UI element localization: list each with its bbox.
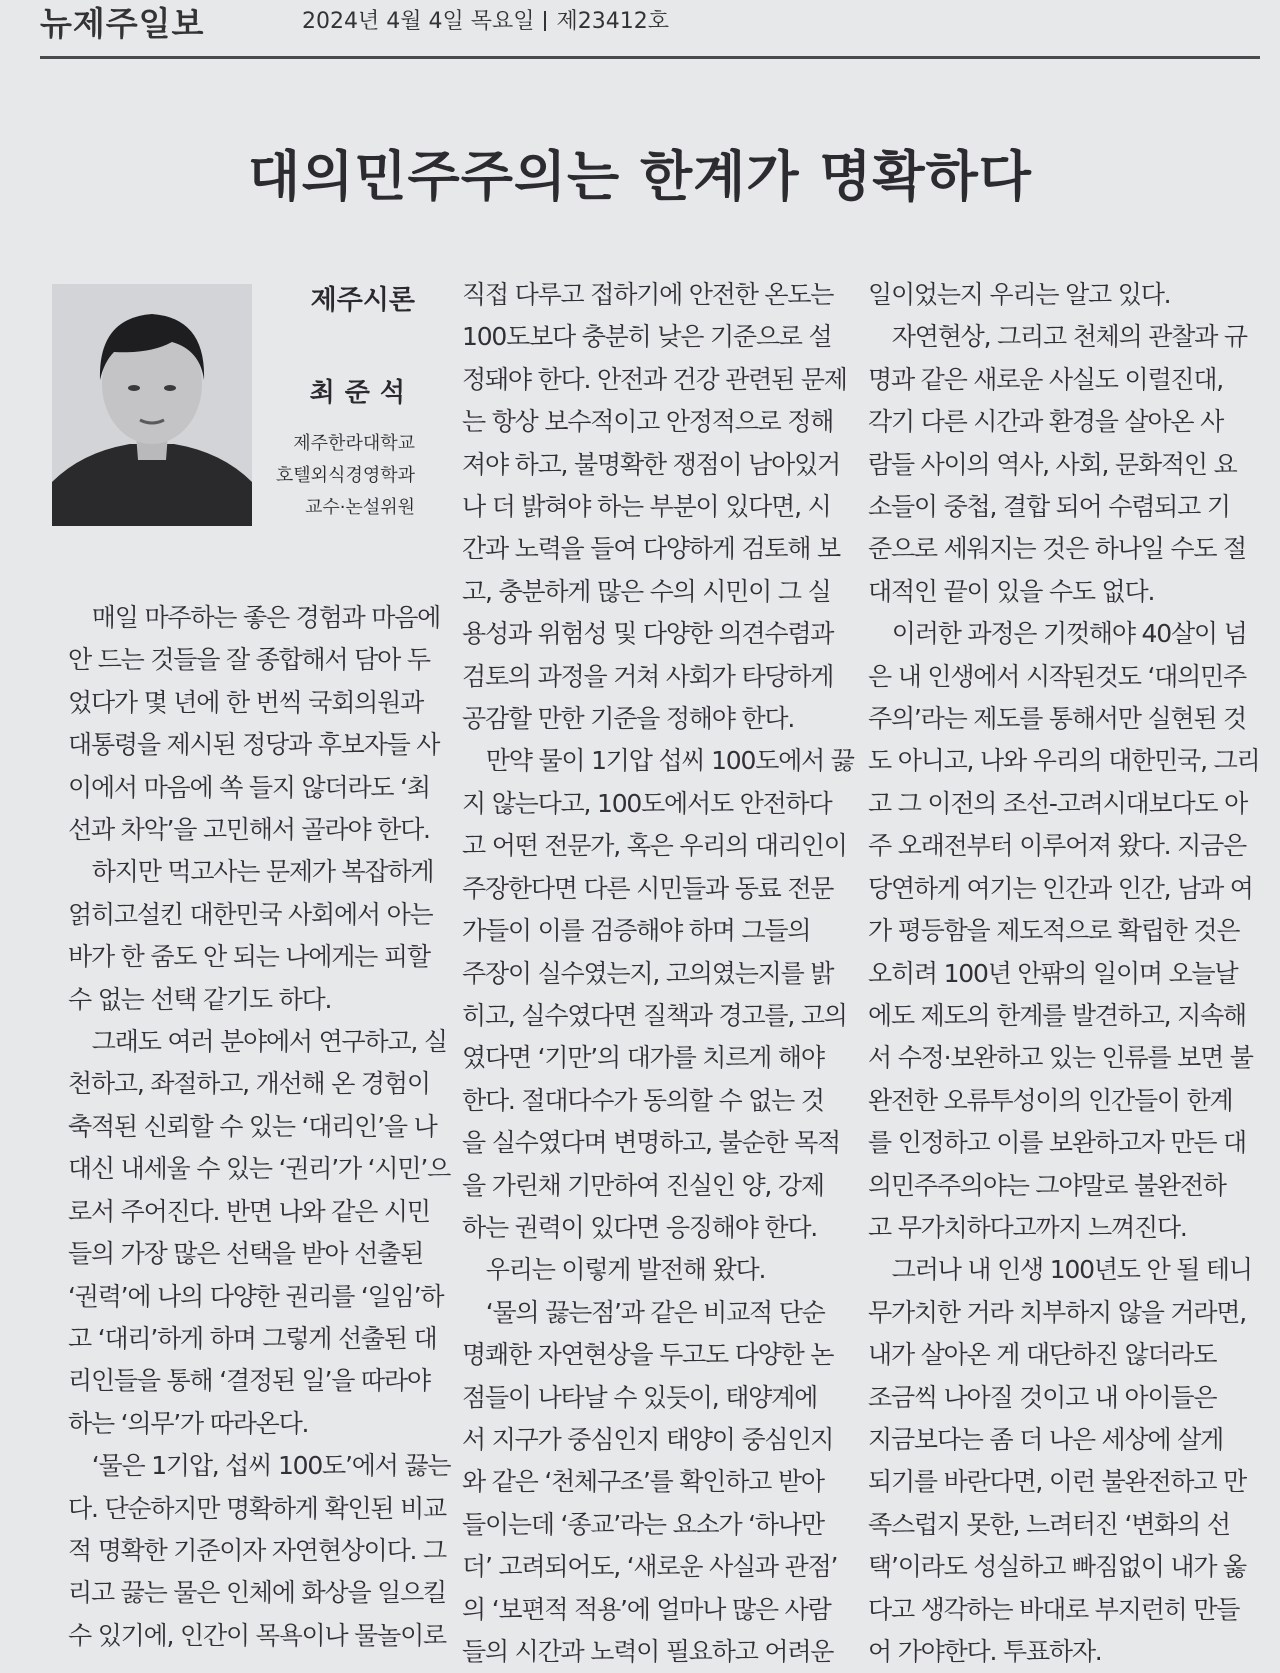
byline — [40, 278, 435, 538]
article-text-line: 은 내 인생에서 시작된것도 ‘대의민주 — [868, 661, 1246, 691]
article-text-line: 공감할 만한 기준을 정해야 한다. — [462, 704, 795, 734]
article-text-line: 지금보다는 좀 더 나은 세상에 살게 — [868, 1424, 1224, 1454]
masthead-rule — [40, 56, 1260, 59]
article-column-2 — [462, 274, 854, 1673]
article-text-line: 족스럽지 못한, 느려터진 ‘변화의 선 — [868, 1509, 1230, 1539]
article-text-line: 조금씩 나아질 것이고 내 아이들은 — [868, 1382, 1217, 1412]
article-text-line: 을 가린채 기만하여 진실인 양, 강제 — [462, 1170, 824, 1200]
article-text-line: 와 같은 ‘천체구조’를 확인하고 받아 — [462, 1467, 824, 1497]
article-text-line: 하지만 먹고사는 문제가 복잡하게 — [68, 857, 434, 887]
article-text-line: 100도보다 충분히 낮은 기준으로 설 — [462, 322, 832, 352]
article-text-line: 당연하게 여기는 인간과 인간, 남과 여 — [868, 873, 1253, 903]
article-text-line: 고 어떤 전문가, 혹은 우리의 대리인이 — [462, 831, 847, 861]
article-text-line: 천하고, 좌절하고, 개선해 온 경험이 — [68, 1069, 430, 1099]
article-text-line: 하는 권력이 있다면 응징해야 한다. — [462, 1212, 818, 1242]
article-text-line: 준으로 세워지는 것은 하나일 수도 절 — [868, 534, 1246, 564]
author-portrait-icon — [52, 284, 252, 526]
article-column-3 — [868, 274, 1260, 1673]
article-text-line: 주장한다면 다른 시민들과 동료 전문 — [462, 873, 834, 903]
article-text-line: 선과 차악’을 고민해서 골라야 한다. — [68, 815, 430, 845]
article-text-line: 한다. 절대다수가 동의할 수 없는 것 — [462, 1085, 824, 1115]
article-text-line: 서 지구가 중심인지 태양이 중심인지 — [462, 1424, 834, 1454]
article-text-line: 었다가 몇 년에 한 번씩 국회의원과 — [68, 687, 424, 717]
article-text-line: 들의 가장 많은 선택을 받아 선출된 — [68, 1239, 424, 1269]
article-text-line: 하는 ‘의무’가 따라온다. — [68, 1408, 309, 1438]
article-headline: 대의민주주의는 한계가 명확하다 — [248, 144, 1032, 208]
article-text-line: 주의’라는 제도를 통해서만 실현된 것 — [868, 704, 1246, 734]
issue-number: 제23412호 — [556, 9, 669, 34]
article-text-line: 무가치한 거라 치부하지 않을 거라면, — [868, 1297, 1246, 1327]
issue-date-line — [302, 4, 669, 35]
column-section-label: 제주시론 — [310, 285, 415, 316]
article-text-line: 다고 생각하는 바대로 부지런히 만들 — [868, 1594, 1240, 1624]
article-text-line: 대신 내세울 수 있는 ‘권리’가 ‘시민’으 — [68, 1154, 451, 1184]
issue-date: 2024년 4월 4일 목요일 — [302, 9, 535, 34]
article-text-line: 가들이 이를 검증해야 하며 그들의 — [462, 916, 811, 946]
affiliation-line: 호텔외식경영학과 — [275, 465, 415, 486]
article-text-line: 완전한 오류투성이의 인간들이 한계 — [868, 1085, 1233, 1115]
article-text-line: 수 있기에, 인간이 목욕이나 물놀이로 — [68, 1620, 446, 1650]
article-text-line: 어 가야한다. 투표하자. — [868, 1637, 1102, 1666]
article-text-line: 용성과 위험성 및 다양한 의견수렴과 — [462, 619, 834, 649]
article-text-line: 이러한 과정은 기껏해야 40살이 넘 — [868, 619, 1247, 649]
article-text-line: 고 무가치하다고까지 느껴진다. — [868, 1212, 1187, 1242]
article-text-line: 간과 노력을 들여 다양하게 검토해 보 — [462, 534, 840, 564]
article-text-line: 소들이 중첩, 결합 되어 수렴되고 기 — [868, 492, 1230, 522]
author-photo — [52, 284, 252, 526]
article-text-line: ‘물은 1기압, 섭씨 100도’에서 끓는 — [68, 1451, 451, 1481]
article-text-line: 바가 한 줌도 안 되는 나에게는 피할 — [68, 942, 430, 972]
article-text-line: 정돼야 한다. 안전과 건강 관련된 문제 — [462, 364, 847, 394]
masthead — [40, 0, 1260, 44]
article-column-1 — [68, 597, 451, 1657]
article-text-line: 주 오래전부터 이루어져 왔다. 지금은 — [868, 831, 1246, 861]
author-name: 최준석 — [309, 378, 415, 408]
article-text-line: 의 ‘보편적 적용’에 얼마나 많은 사람 — [462, 1594, 831, 1624]
article-text-line: 에도 제도의 한계를 발견하고, 지속해 — [868, 1000, 1246, 1030]
article-text-line: 만약 물이 1기압 섭씨 100도에서 끓 — [462, 746, 854, 776]
article-text-line: ‘물의 끓는점’과 같은 비교적 단순 — [462, 1297, 825, 1327]
article-text-line: 되기를 바란다면, 이런 불완전하고 만 — [868, 1467, 1246, 1497]
article-text-line: 히고, 실수였다면 질책과 경고를, 고의 — [462, 1000, 847, 1030]
article-text-line: 이에서 마음에 쏙 들지 않더라도 ‘최 — [68, 772, 430, 802]
newspaper-logo: 뉴제주일보 — [40, 4, 205, 43]
article-text-line: 의민주주의야는 그야말로 불완전하 — [868, 1170, 1226, 1200]
article-text-line: 검토의 과정을 거쳐 사회가 타당하게 — [462, 661, 834, 691]
article-text-line: 서 수정·보완하고 있는 인류를 보면 불 — [868, 1043, 1253, 1073]
article-text-line: 다. 단순하지만 명확하게 확인된 비교 — [68, 1493, 446, 1523]
article-text-line: 점들이 나타날 수 있듯이, 태양계에 — [462, 1382, 818, 1412]
article-text-line: 매일 마주하는 좋은 경험과 마음에 — [68, 603, 441, 632]
article-text-line: 지 않는다고, 100도에서도 안전하다 — [462, 788, 832, 818]
article-text-line: 더’ 고려되어도, ‘새로운 사실과 관점’ — [462, 1552, 838, 1582]
article-text-line: 직접 다루고 접하기에 안전한 온도는 — [462, 280, 834, 309]
article-text-line: 였다면 ‘기만’의 대가를 치르게 해야 — [462, 1043, 824, 1073]
article-text-line: 을 실수였다며 변명하고, 불순한 목적 — [462, 1128, 840, 1158]
article-text-line: 일이었는지 우리는 알고 있다. — [868, 280, 1171, 309]
article-text-line: 가 평등함을 제도적으로 확립한 것은 — [868, 916, 1240, 946]
affiliation-line: 교수·논설위원 — [304, 497, 415, 518]
article-text-line: 대통령을 제시된 정당과 후보자들 사 — [68, 730, 440, 760]
article-text-line: 각기 다른 시간과 환경을 살아온 사 — [868, 407, 1224, 437]
article-text-line: 고 그 이전의 조선-고려시대보다도 아 — [868, 788, 1248, 818]
article-text-line: 택’이라도 성실하고 빠짐없이 내가 옳 — [868, 1552, 1246, 1582]
article-text-line: 고, 충분하게 많은 수의 시민이 그 실 — [462, 576, 831, 606]
article-text-line: 그래도 여러 분야에서 연구하고, 실 — [68, 1027, 447, 1057]
article-text-line: 오히려 100년 안팎의 일이며 오늘날 — [868, 958, 1238, 988]
article-text-line: 얽히고설킨 대한민국 사회에서 아는 — [68, 899, 433, 929]
affiliation-line: 제주한라대학교 — [293, 433, 415, 454]
article-text-line: 를 인정하고 이를 보완하고자 만든 대 — [868, 1128, 1246, 1158]
article-text-line: 도 아니고, 나와 우리의 대한민국, 그리 — [868, 746, 1260, 776]
article-text-line: 명과 같은 새로운 사실도 이럴진대, — [868, 364, 1224, 394]
article-text-line: 나 더 밝혀야 하는 부분이 있다면, 시 — [462, 492, 831, 522]
article-text-line: 로서 주어진다. 반면 나와 같은 시민 — [68, 1196, 430, 1226]
article-text-line: 들이는데 ‘종교’라는 요소가 ‘하나만 — [462, 1509, 824, 1539]
article-text-line: 명쾌한 자연현상을 두고도 다양한 논 — [462, 1340, 834, 1370]
article-text-line: 축적된 신뢰할 수 있는 ‘대리인’을 나 — [68, 1111, 437, 1141]
article-text-line: 고 ‘대리’하게 하며 그렇게 선출된 대 — [68, 1323, 437, 1353]
article-text-line: 져야 하고, 불명확한 쟁점이 남아있거 — [462, 449, 840, 479]
article-text-line: 적 명확한 기준이자 자연현상이다. 그 — [68, 1535, 446, 1565]
article-text-line: 는 항상 보수적이고 안정적으로 정해 — [462, 407, 834, 437]
article-text-line: 리고 끓는 물은 인체에 화상을 일으킬 — [68, 1578, 446, 1608]
article-text-line: ‘권력’에 나의 다양한 권리를 ‘일임’하 — [68, 1281, 444, 1311]
article-text-line: 우리는 이렇게 발전해 왔다. — [462, 1255, 766, 1285]
masthead-divider — [544, 11, 546, 31]
article-text-line: 안 드는 것들을 잘 종합해서 담아 두 — [68, 645, 430, 675]
article-text-line: 자연현상, 그리고 천체의 관찰과 규 — [868, 322, 1247, 352]
article-text-line: 그러나 내 인생 100년도 안 될 테니 — [868, 1255, 1252, 1285]
author-affiliation — [276, 428, 415, 524]
article-text-line: 리인들을 통해 ‘결정된 일’을 따라야 — [68, 1366, 430, 1396]
article-text-line: 람들 사이의 역사, 사회, 문화적인 요 — [868, 449, 1237, 479]
article-text-line: 대적인 끝이 있을 수도 없다. — [868, 576, 1155, 606]
article-text-line: 주장이 실수였는지, 고의였는지를 밝 — [462, 958, 834, 988]
article-text-line: 들의 시간과 노력이 필요하고 어려운 — [462, 1637, 834, 1666]
article-text-line: 수 없는 선택 같기도 하다. — [68, 984, 332, 1014]
article-text-line: 내가 살아온 게 대단하진 않더라도 — [868, 1340, 1217, 1370]
